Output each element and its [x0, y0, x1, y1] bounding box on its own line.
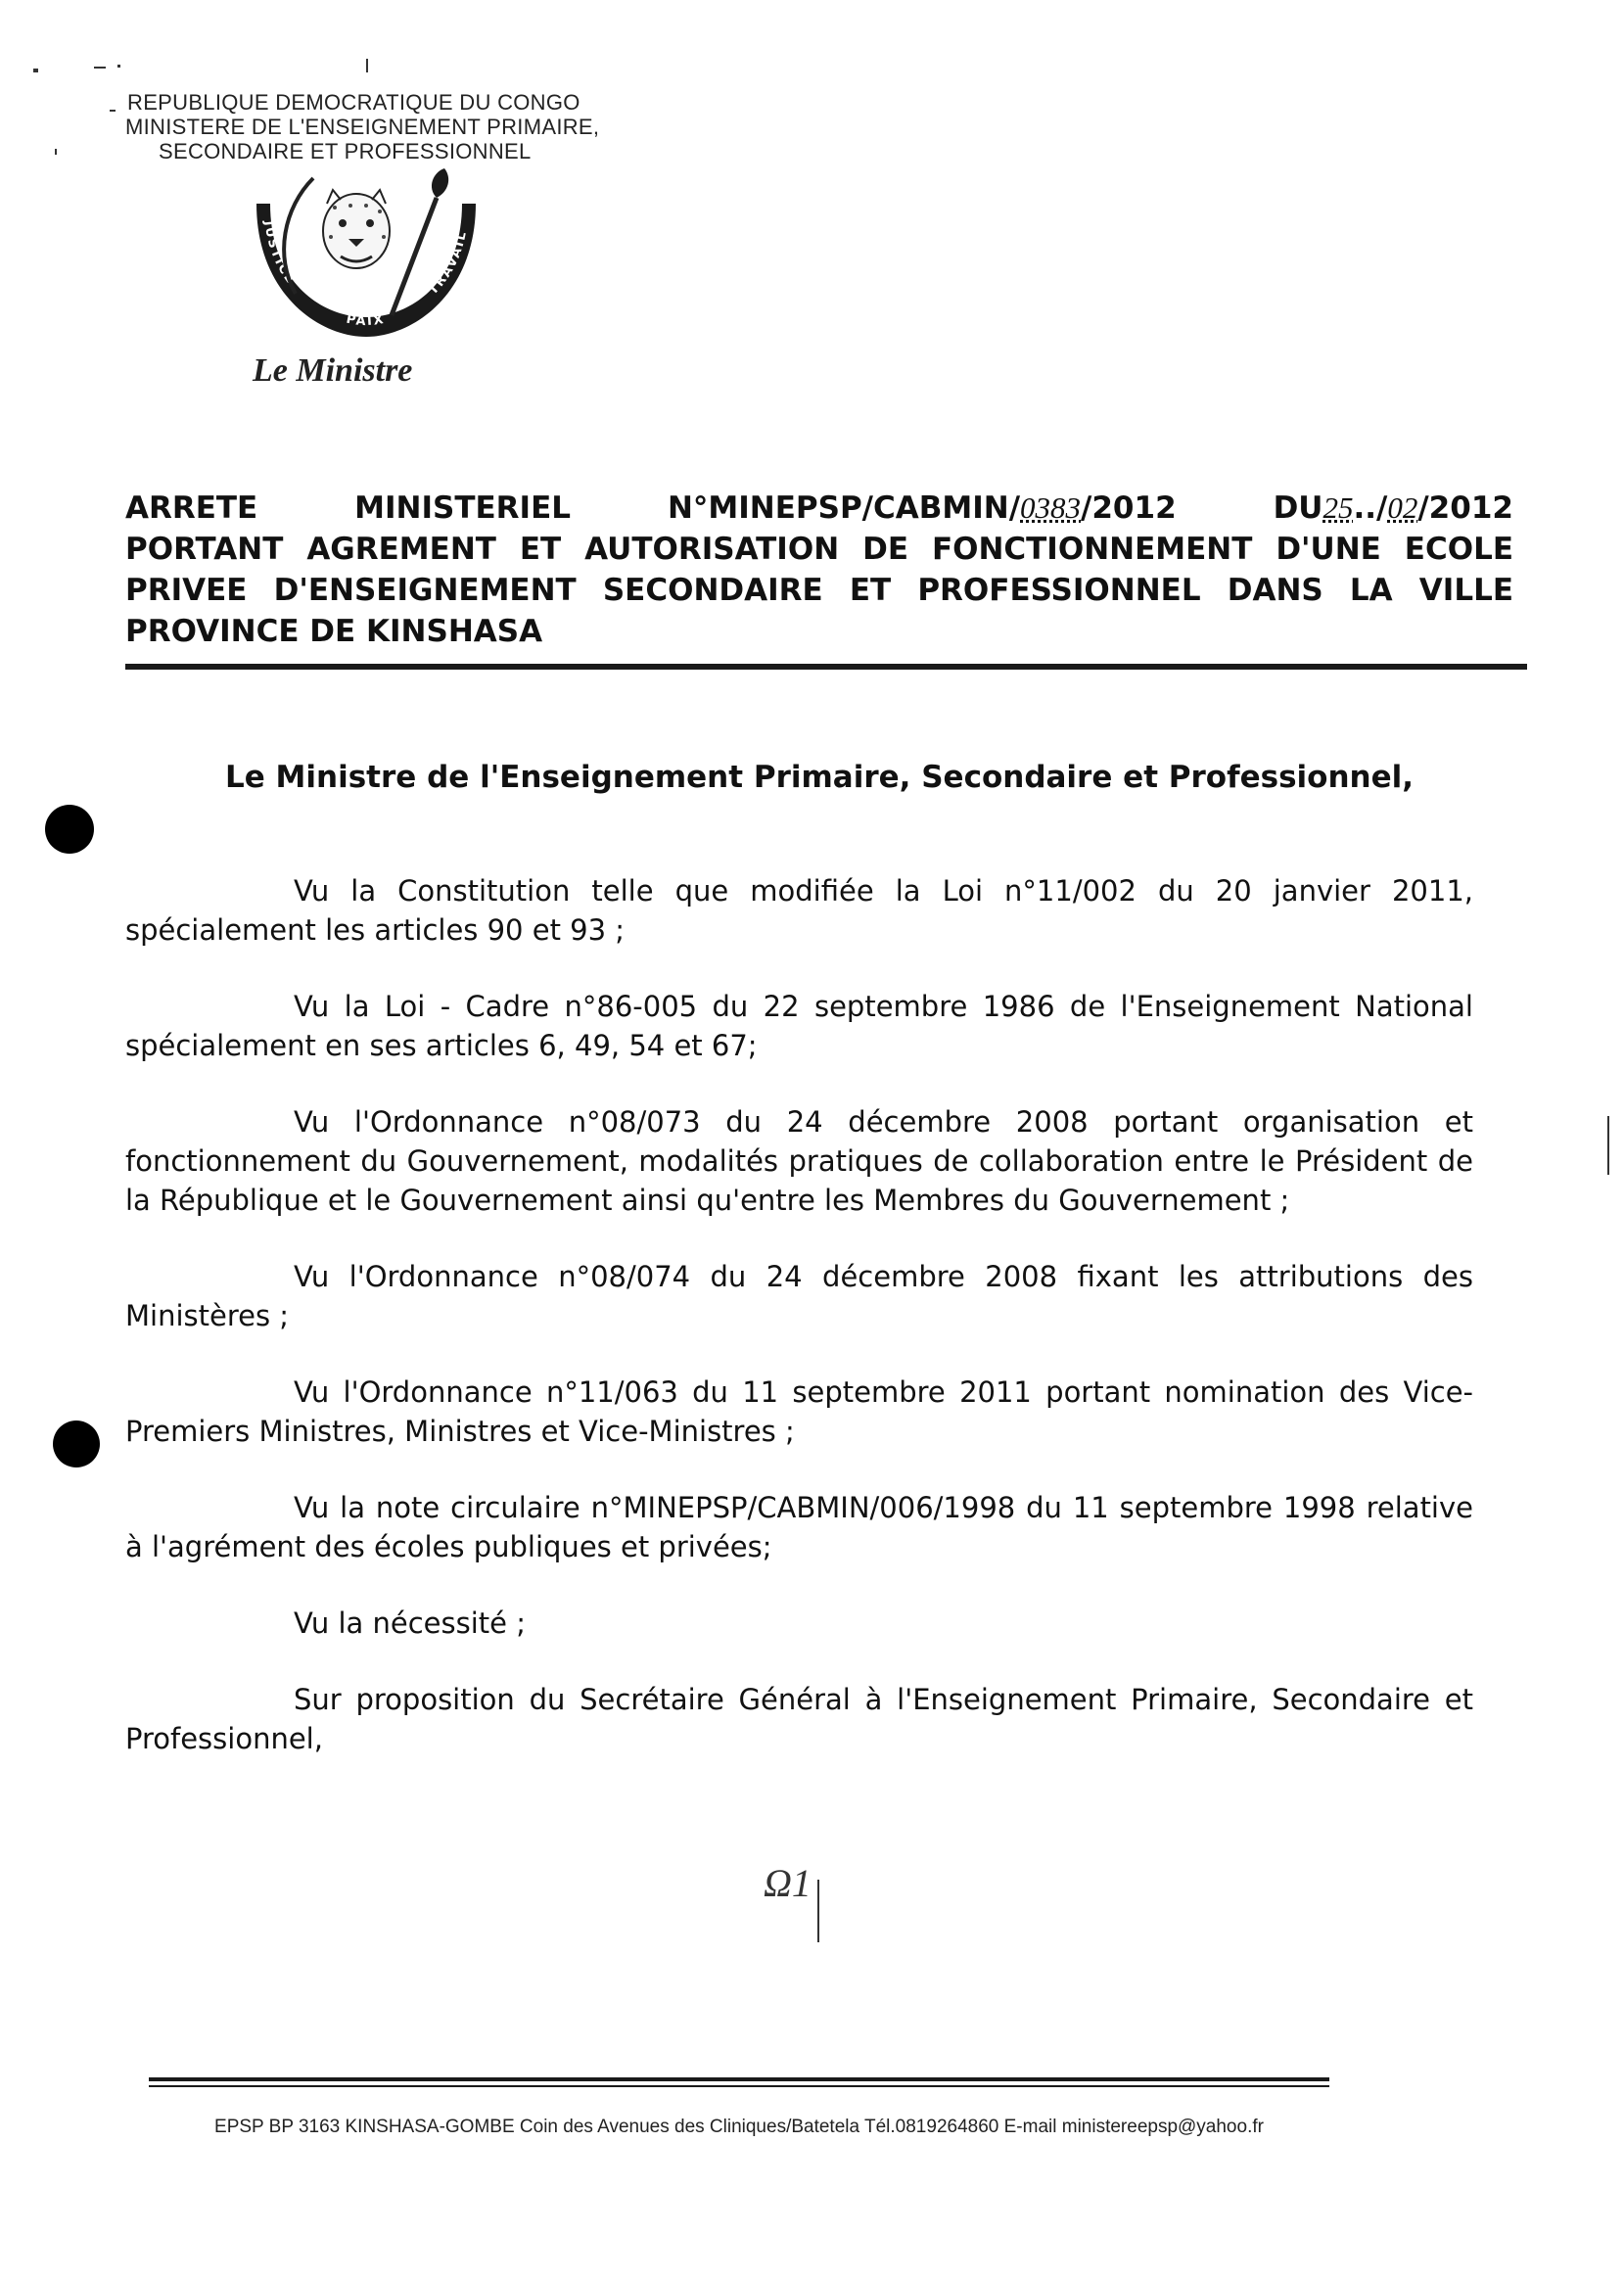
date-month-handwritten: 02 [1387, 490, 1418, 525]
reference-prefix: N°MINEPSP/CABMIN/ [667, 490, 1021, 526]
minister-title-script: Le Ministre [253, 352, 413, 389]
recital-note-circulaire: Vu la note circulaire n°MINEPSP/CABMIN/006/1998 du 11 septembre 1998 relative à l'agrément des écoles publiques et privées; [125, 1491, 1473, 1563]
decree-reference [668, 488, 1177, 529]
scan-speck [94, 67, 106, 69]
scan-speck [1607, 1116, 1609, 1175]
recital-proposition: Sur proposition du Secrétaire Général à l'Enseignement Primaire, Secondaire et Professionnel, [125, 1683, 1473, 1755]
date-separator: ../ [1353, 490, 1388, 526]
header-country: REPUBLIQUE DEMOCRATIQUE DU CONGO [127, 90, 580, 115]
motto-paix: PAIX [345, 311, 387, 330]
title-word-ministeriel: MINISTERIEL [354, 490, 572, 526]
recital-ordonnance-08-073: Vu l'Ordonnance n°08/073 du 24 décembre 2008 portant organisation et fonctionnement du Gouvernement, modalités pratiques de collaboration entre le Président de la République et le Gouvernement ainsi qu'entre les Membres du Gouvernement ; [125, 1105, 1473, 1217]
motto-travail: TRAVAIL [426, 228, 471, 299]
recital-ordonnance-11-063: Vu l'Ordonnance n°11/063 du 11 septembre 2011 portant nomination des Vice-Premiers Ministres, Ministres et Vice-Ministres ; [125, 1375, 1473, 1448]
decree-title-line-1 [125, 488, 1513, 529]
title-word-arrete: ARRETE [125, 490, 258, 526]
recital-ordonnance-08-074: Vu l'Ordonnance n°08/074 du 24 décembre 2008 fixant les attributions des Ministères ; [125, 1260, 1473, 1332]
minister-heading: Le Ministre de l'Enseignement Primaire, Secondaire et Professionnel, [224, 760, 1415, 795]
footer-rule-thin [149, 2085, 1329, 2087]
recitals [125, 871, 1473, 1795]
date-prefix: DU [1273, 490, 1323, 526]
coat-of-arms-emblem [245, 168, 487, 345]
title-divider [125, 664, 1527, 670]
recital-loi-cadre: Vu la Loi - Cadre n°86-005 du 22 septembre 1986 de l'Enseignement National spécialement en ses articles 6, 49, 54 et 67; [125, 990, 1473, 1062]
decree-title-line-2: PORTANT AGREMENT ET AUTORISATION DE FONCTIONNEMENT D'UNE ECOLE [125, 532, 1513, 567]
recital-constitution: Vu la Constitution telle que modifiée la Loi n°11/002 du 20 janvier 2011, spécialement les articles 90 et 93 ; [125, 874, 1473, 947]
decree-title [125, 488, 1513, 652]
footer-rule-thick [149, 2077, 1329, 2081]
scan-speck [33, 69, 38, 72]
punch-hole [53, 1420, 100, 1467]
decree-date [1274, 488, 1513, 529]
decree-title-line-3: PRIVEE D'ENSEIGNEMENT SECONDAIRE ET PROFESSIONNEL DANS LA VILLE [125, 573, 1513, 608]
punch-hole [45, 805, 94, 854]
date-suffix: /2012 [1417, 490, 1513, 526]
scan-speck [117, 65, 120, 68]
decree-title-line-4: PROVINCE DE KINSHASA [125, 614, 543, 649]
scan-speck [366, 59, 368, 72]
initials-stroke [817, 1880, 819, 1942]
page-initials-handwritten: Ω1 [764, 1861, 812, 1905]
date-day-handwritten: 25 [1322, 490, 1354, 525]
reference-number-handwritten: 0383 [1020, 490, 1082, 525]
scan-speck [110, 110, 116, 112]
header-ministry-cont: SECONDAIRE ET PROFESSIONNEL [159, 139, 532, 163]
motto-justice: JUSTICE [260, 219, 299, 288]
footer-contact: EPSP BP 3163 KINSHASA-GOMBE Coin des Avenues des Cliniques/Batetela Tél.0819264860 E-mail ministereepsp@yahoo.fr [214, 2117, 1264, 2137]
header-ministry: MINISTERE DE L'ENSEIGNEMENT PRIMAIRE, [125, 115, 600, 139]
svg-text:PAIX [345, 312, 386, 330]
reference-suffix: /2012 [1081, 490, 1177, 526]
scan-speck [55, 149, 57, 155]
recital-necessite: Vu la nécessité ; [294, 1607, 526, 1640]
